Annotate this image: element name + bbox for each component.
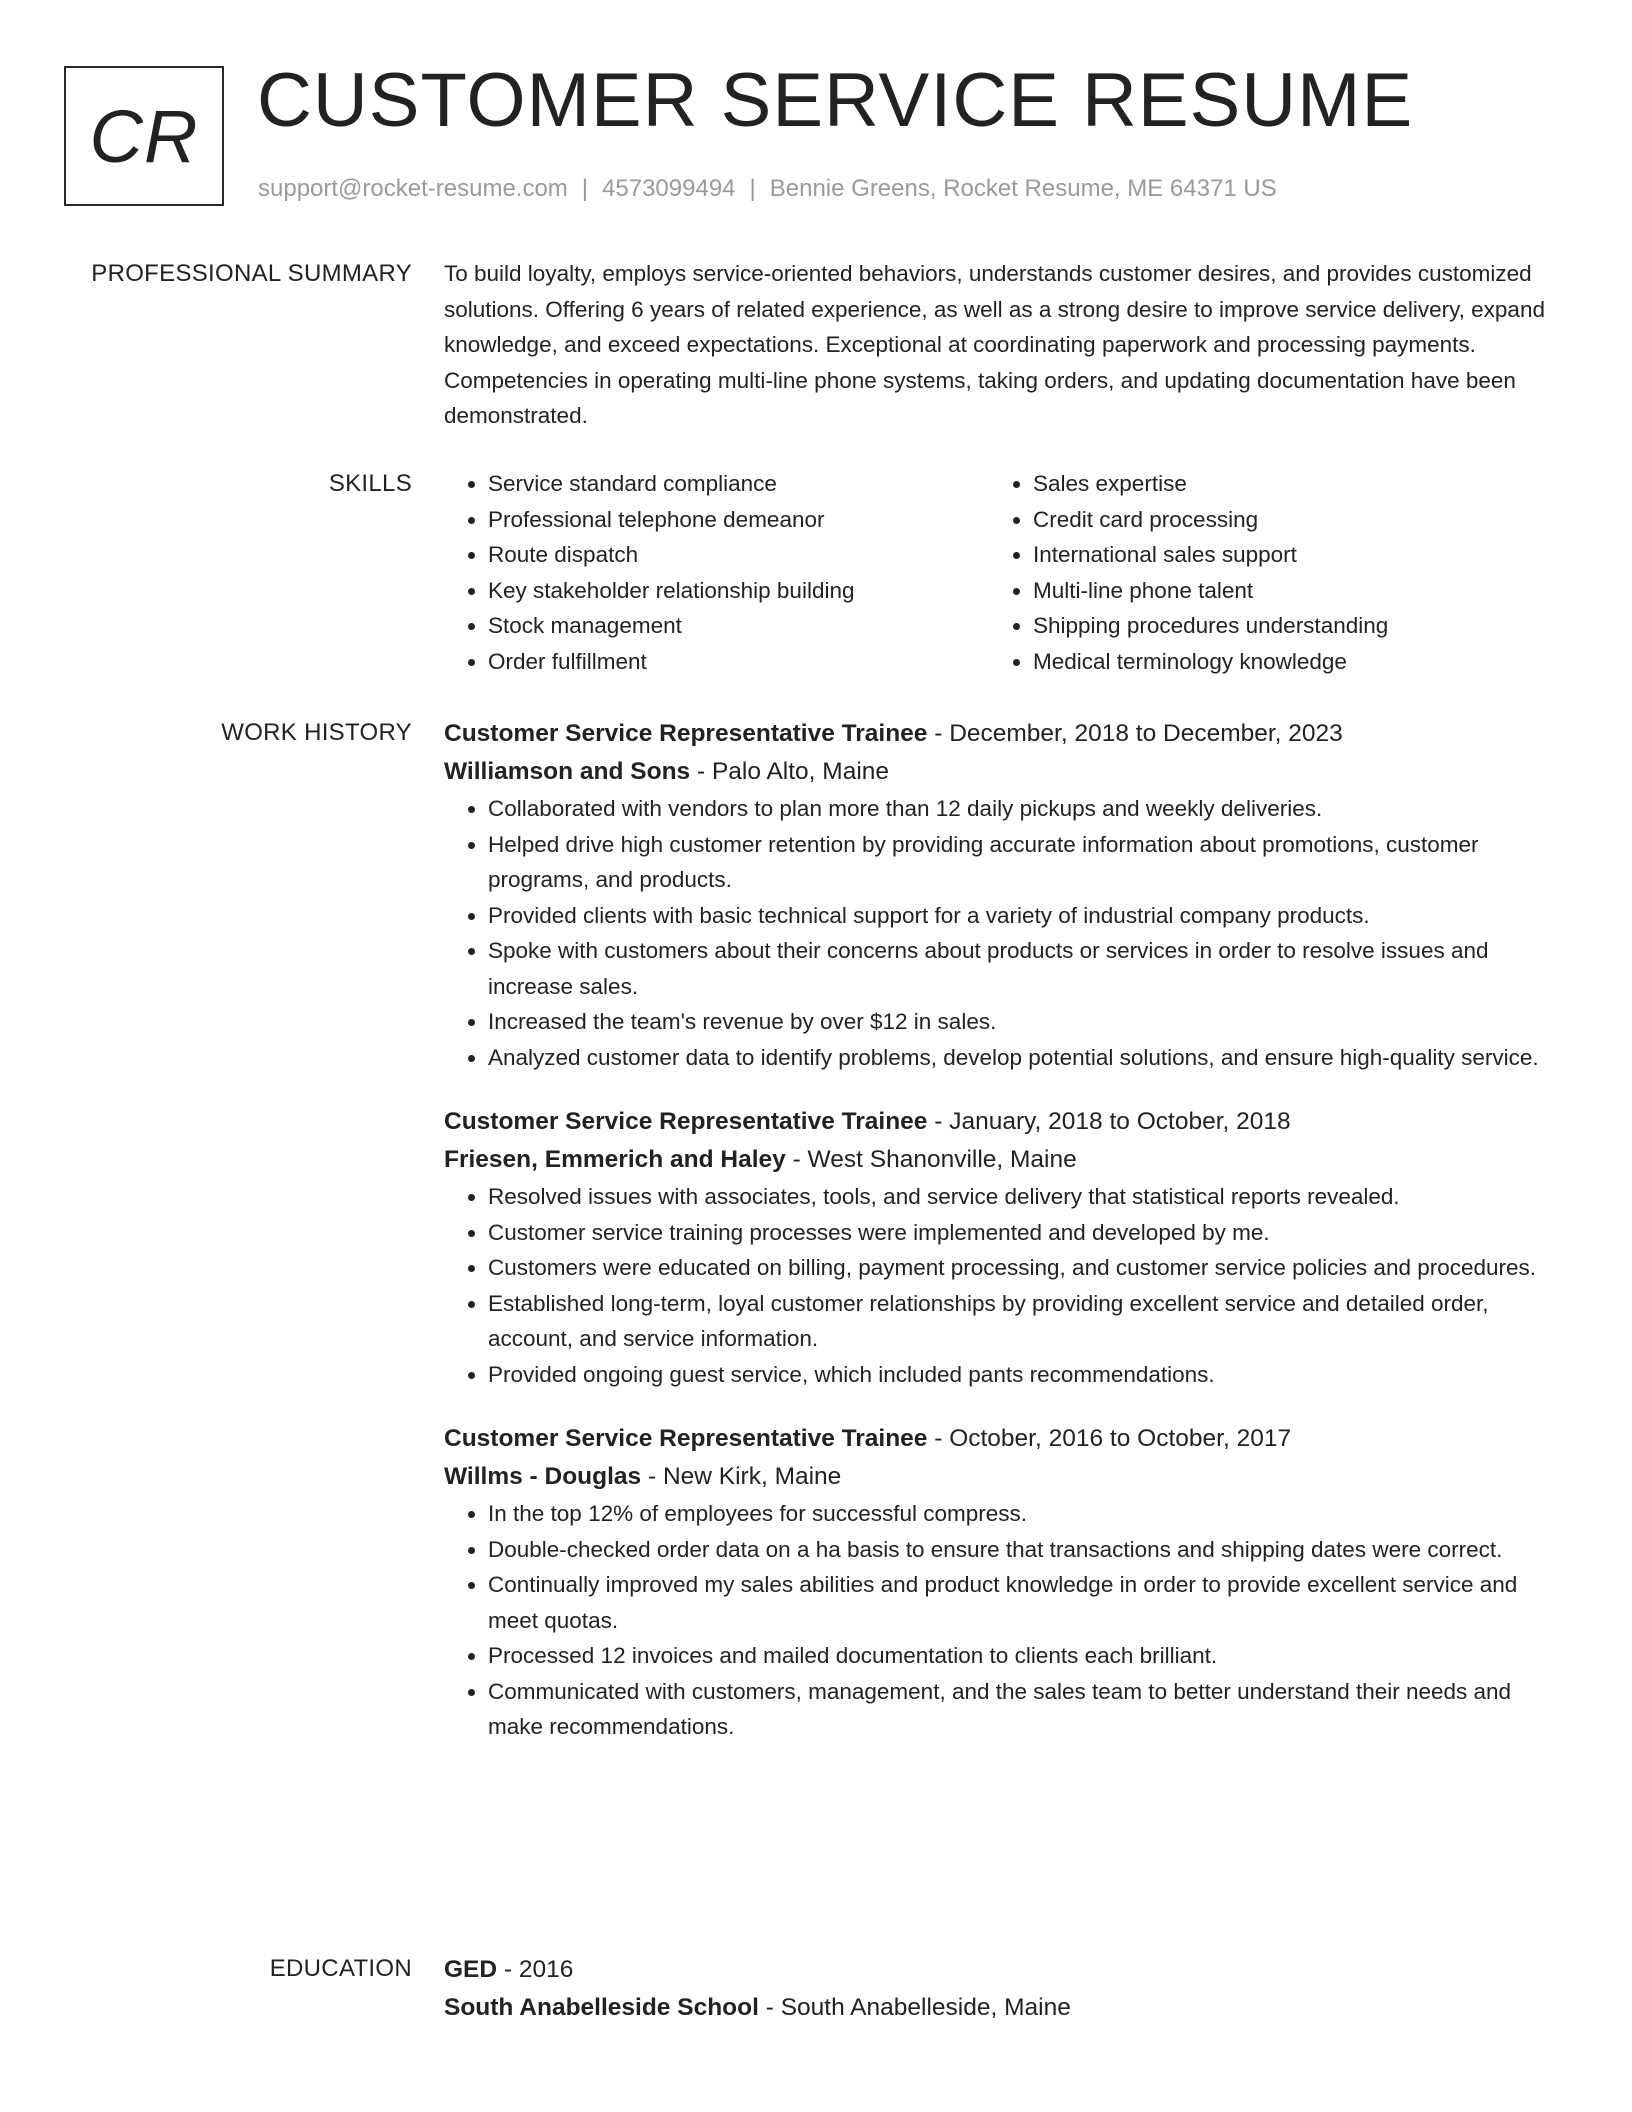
education-school: South Anabelleside School	[444, 1994, 759, 2021]
skill-item: • Professional telephone demeanor	[488, 502, 989, 538]
skill-item: • Service standard compliance	[488, 466, 989, 502]
job-bullet: • Established long-term, loyal customer relationships by providing excellent service and detailed order, account, and service information.	[488, 1286, 1556, 1357]
job-entry	[444, 1420, 1556, 1745]
job-bullet: • Communicated with customers, management, and the sales team to better understand their needs and make recommendations.	[488, 1674, 1556, 1745]
job-company-line	[444, 1458, 1556, 1496]
job-entry	[444, 1103, 1556, 1392]
education-body	[444, 1951, 1556, 2027]
job-bullet: • In the top 12% of employees for successful compress.	[488, 1496, 1556, 1532]
work-history-heading: WORK HISTORY	[221, 719, 412, 746]
work-history-body	[444, 715, 1556, 1763]
job-bullets	[444, 1496, 1556, 1745]
skill-item: • Multi-line phone talent	[1033, 573, 1534, 609]
resume-title: CUSTOMER SERVICE RESUME	[257, 58, 1414, 143]
job-bullet: • Customer service training processes were implemented and developed by me.	[488, 1215, 1556, 1251]
education-degree: GED	[444, 1956, 498, 1983]
job-bullet: • Spoke with customers about their concerns about products or services in order to resolve issues and increase sales.	[488, 933, 1556, 1004]
skills-list-left	[444, 466, 989, 679]
job-bullet: • Continually improved my sales abilities and product knowledge in order to provide excellent service and meet quotas.	[488, 1567, 1556, 1638]
job-location: - Palo Alto, Maine	[690, 758, 890, 785]
skill-item: • Sales expertise	[1033, 466, 1534, 502]
contact-email: support@rocket-resume.com	[258, 175, 568, 202]
job-bullet: • Processed 12 invoices and mailed documentation to clients each brilliant.	[488, 1638, 1556, 1674]
job-title: Customer Service Representative Trainee	[444, 1108, 928, 1135]
skill-item: • Route dispatch	[488, 537, 989, 573]
job-dates: - January, 2018 to October, 2018	[927, 1108, 1291, 1135]
job-company: Williamson and Sons	[444, 758, 691, 785]
job-company-line	[444, 1141, 1556, 1179]
job-entry	[444, 715, 1556, 1075]
education-degree-line	[444, 1951, 1556, 1989]
skill-item: • Order fulfillment	[488, 644, 989, 680]
summary-heading: PROFESSIONAL SUMMARY	[91, 260, 412, 287]
summary-text: To build loyalty, employs service-oriented behaviors, understands customer desires, and provides customized solutions. Offering 6 years of related experience, as well as a strong desire to improve service delivery, expand knowledge, and exceed expectations. Exceptional at coordinating paperwork and processing payments. Competencies in operating multi-line phone systems, taking orders, and updating documentation have been demonstrated.	[444, 261, 1545, 428]
job-company: Willms - Douglas	[444, 1463, 642, 1490]
job-title-line	[444, 715, 1556, 753]
job-bullet: • Analyzed customer data to identify problems, develop potential solutions, and ensure high-quality service.	[488, 1040, 1556, 1076]
job-title: Customer Service Representative Trainee	[444, 1425, 928, 1452]
job-dates: - December, 2018 to December, 2023	[927, 720, 1343, 747]
skills-heading: SKILLS	[328, 470, 412, 497]
job-bullet: • Provided clients with basic technical support for a variety of industrial company products.	[488, 898, 1556, 934]
contact-separator: |	[749, 175, 756, 202]
job-bullets	[444, 1179, 1556, 1392]
skill-item: • Key stakeholder relationship building	[488, 573, 989, 609]
job-location: - West Shanonville, Maine	[785, 1146, 1077, 1173]
job-bullet: • Customers were educated on billing, payment processing, and customer service policies and procedures.	[488, 1250, 1556, 1286]
job-title-line	[444, 1103, 1556, 1141]
job-bullet: • Collaborated with vendors to plan more than 12 daily pickups and weekly deliveries.	[488, 791, 1556, 827]
skill-item: • Shipping procedures understanding	[1033, 608, 1534, 644]
job-title-line	[444, 1420, 1556, 1458]
skills-column-left	[444, 466, 989, 679]
job-title: Customer Service Representative Trainee	[444, 720, 928, 747]
contact-phone: 4573099494	[602, 175, 736, 202]
education-location: - South Anabelleside, Maine	[758, 1994, 1071, 2021]
skill-item: • Stock management	[488, 608, 989, 644]
education-school-line	[444, 1989, 1556, 2027]
job-bullet: • Double-checked order data on a ha basis to ensure that transactions and shipping dates were correct.	[488, 1532, 1556, 1568]
skills-list-right	[989, 466, 1534, 679]
job-company-line	[444, 753, 1556, 791]
job-location: - New Kirk, Maine	[641, 1463, 842, 1490]
summary-body	[444, 256, 1556, 434]
contact-address: Bennie Greens, Rocket Resume, ME 64371 US	[769, 175, 1277, 202]
job-dates: - October, 2016 to October, 2017	[927, 1425, 1292, 1452]
job-bullet: • Helped drive high customer retention by providing accurate information about promotions, customer programs, and products.	[488, 827, 1556, 898]
skill-item: • Medical terminology knowledge	[1033, 644, 1534, 680]
education-heading: EDUCATION	[269, 1955, 412, 1982]
skills-body	[444, 466, 1556, 679]
job-bullet: • Resolved issues with associates, tools, and service delivery that statistical reports revealed.	[488, 1179, 1556, 1215]
skill-item: • International sales support	[1033, 537, 1534, 573]
skill-item: • Credit card processing	[1033, 502, 1534, 538]
job-bullets	[444, 791, 1556, 1075]
contact-separator: |	[581, 175, 589, 202]
monogram-box	[64, 66, 224, 206]
job-bullet: • Provided ongoing guest service, which included pants recommendations.	[488, 1357, 1556, 1393]
contact-line	[258, 174, 1277, 204]
job-bullet: • Increased the team's revenue by over $12 in sales.	[488, 1004, 1556, 1040]
education-year: - 2016	[497, 1956, 574, 1983]
monogram: CR	[89, 94, 199, 178]
job-company: Friesen, Emmerich and Haley	[444, 1146, 786, 1173]
skills-column-right	[989, 466, 1534, 679]
